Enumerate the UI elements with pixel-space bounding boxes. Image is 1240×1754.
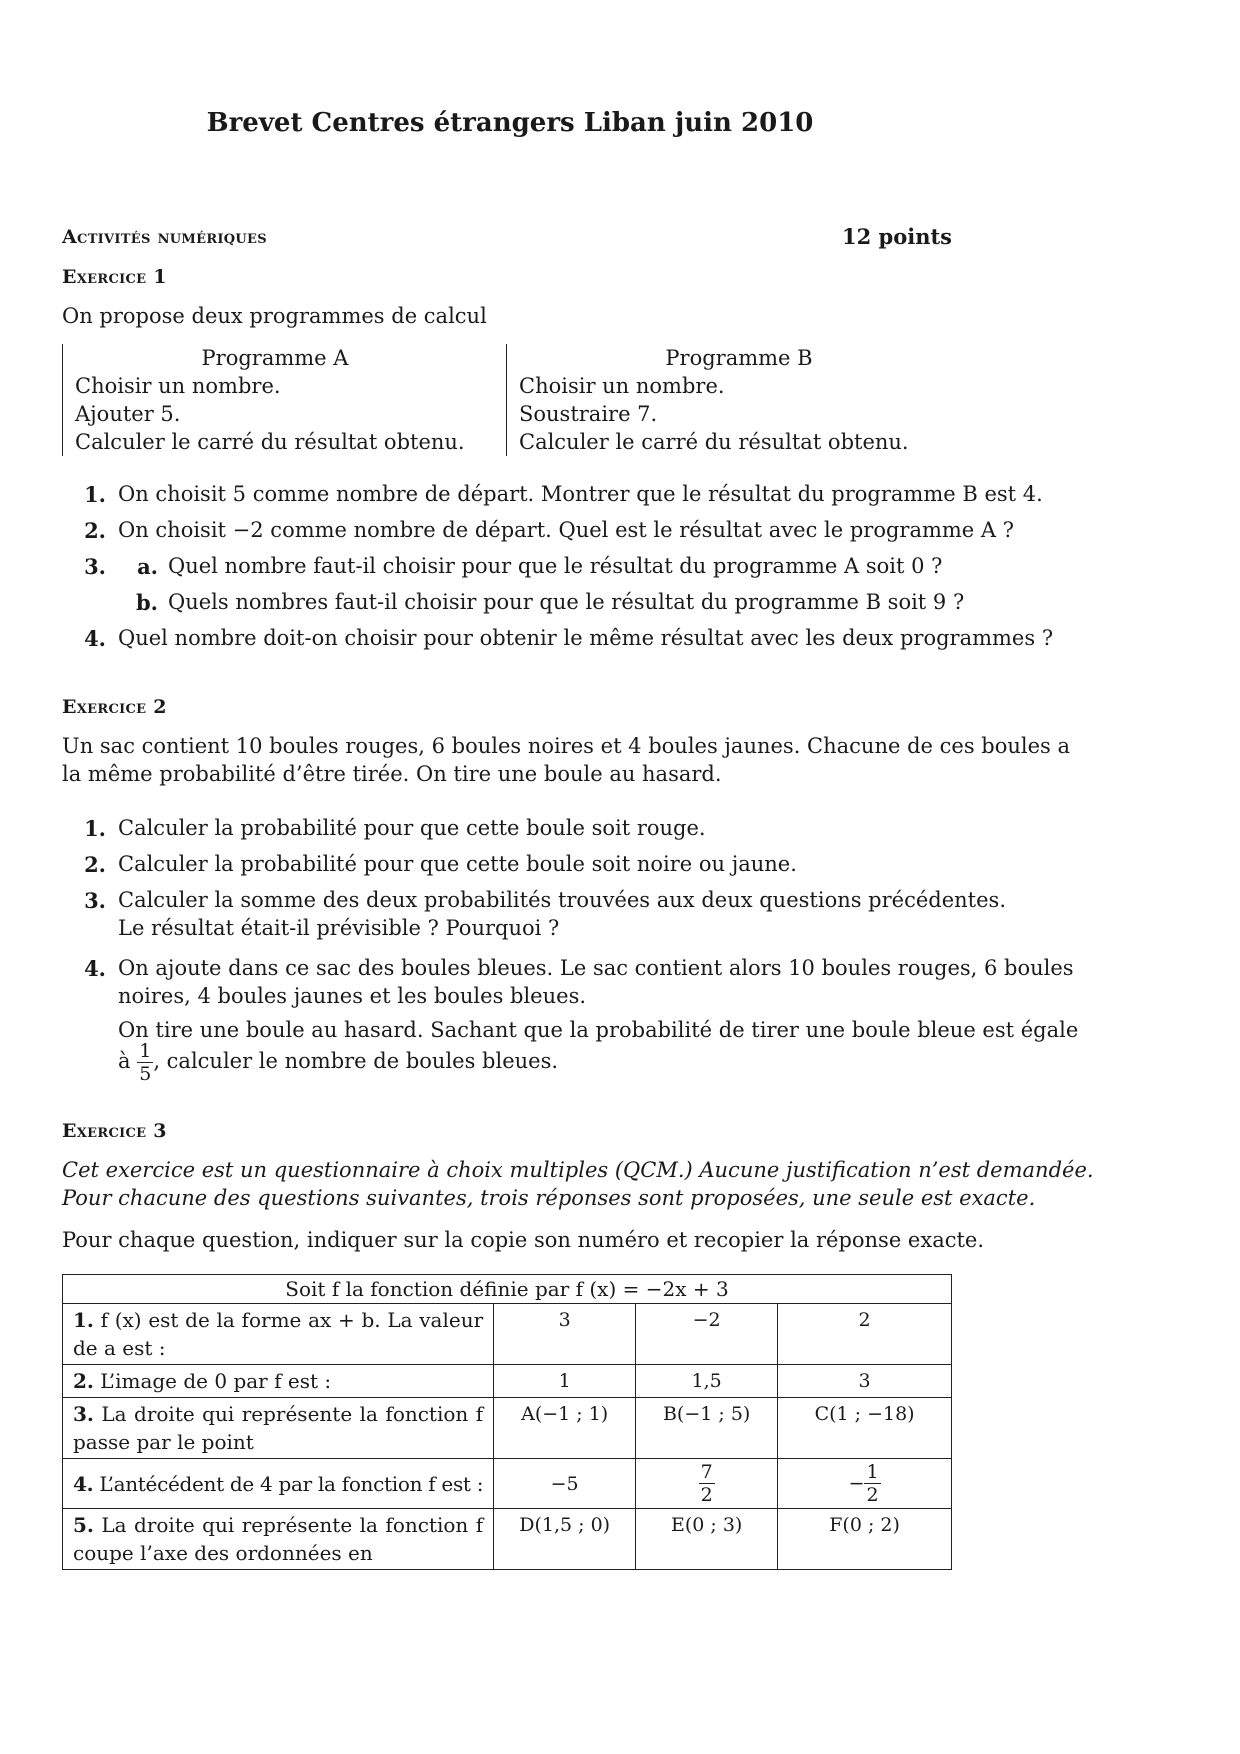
table-row: [63, 1398, 952, 1459]
section-title: Activités numériques: [62, 226, 267, 248]
ex2-q2-text: Calculer la probabilité pour que cette boule soit noire ou jaune.: [118, 852, 797, 876]
ex2-q4-line-2: noires, 4 boules jaunes et les boules bleues.: [118, 984, 587, 1008]
ex1-q3a-number: a.: [137, 554, 158, 579]
answer-cell: 1,5: [636, 1365, 778, 1398]
ex1-q4-number: 4.: [84, 626, 106, 651]
fraction-numerator: 1: [866, 1461, 879, 1483]
table-row: [63, 1304, 952, 1365]
question-text: La droite qui représente la fonction f passe par le point: [73, 1402, 484, 1454]
exercise-3-instruction: Pour chaque question, indiquer sur la copie son numéro et recopier la réponse exacte.: [62, 1228, 985, 1252]
fraction-numerator: 7: [700, 1461, 713, 1483]
fraction-denominator: 2: [700, 1484, 713, 1506]
question-text: La droite qui représente la fonction f coupe l’axe des ordonnées en: [73, 1513, 484, 1565]
ex1-q3b-number: b.: [136, 590, 158, 615]
program-b-title: Programme B: [665, 346, 813, 370]
ex2-q1-number: 1.: [84, 816, 106, 841]
answer-cell: A(−1 ; 1): [494, 1398, 636, 1459]
question-number: 5.: [73, 1513, 94, 1537]
ex1-q1-number: 1.: [84, 482, 106, 507]
qcm-header-cell: Soit f la fonction définie par f (x) = −2x + 3: [63, 1275, 952, 1304]
ex2-q3-number: 3.: [84, 888, 106, 913]
ex2-q1-text: Calculer la probabilité pour que cette boule soit rouge.: [118, 816, 706, 840]
exercise-3-heading: Exercice 3: [62, 1120, 167, 1142]
exercise-3-intro-line-2: Pour chacune des questions suivantes, trois réponses sont proposées, une seule est exacte.: [62, 1186, 1036, 1210]
answer-cell: −5: [494, 1459, 636, 1509]
ex1-q3a-text: Quel nombre faut-il choisir pour que le résultat du programme A soit 0 ?: [168, 554, 943, 578]
question-text: L’antécédent de 4 par la fonction f est :: [99, 1471, 484, 1496]
ex2-q4-line-4: [118, 1040, 558, 1085]
exercise-2-heading: Exercice 2: [62, 696, 167, 718]
program-b: [506, 344, 959, 456]
answer-cell: −2: [636, 1304, 778, 1365]
exercise-1-intro: On propose deux programmes de calcul: [62, 304, 487, 328]
question-cell: [63, 1398, 494, 1459]
page-title: Brevet Centres étrangers Liban juin 2010: [206, 108, 814, 138]
program-b-line-3: Calculer le carré du résultat obtenu.: [519, 430, 909, 454]
table-row: [63, 1509, 952, 1570]
ex2-q4-prefix: à: [118, 1049, 131, 1073]
program-a-line-2: Ajouter 5.: [75, 402, 181, 426]
answer-cell: 2: [778, 1304, 952, 1365]
fraction-denominator: 2: [866, 1484, 879, 1506]
program-a-line-3: Calculer le carré du résultat obtenu.: [75, 430, 465, 454]
ex2-q4-number: 4.: [84, 956, 106, 981]
exercise-2-intro-line-2: la même probabilité d’être tirée. On tire une boule au hasard.: [62, 762, 722, 786]
ex1-q2-text: On choisit −2 comme nombre de départ. Quel est le résultat avec le programme A ?: [118, 518, 1014, 542]
answer-cell: B(−1 ; 5): [636, 1398, 778, 1459]
qcm-header-row: [63, 1275, 952, 1304]
fraction-one-half: [864, 1461, 880, 1506]
question-number: 3.: [73, 1402, 94, 1426]
qcm-table: [62, 1274, 952, 1570]
question-number: 4.: [73, 1471, 94, 1496]
ex1-q1-text: On choisit 5 comme nombre de départ. Montrer que le résultat du programme B est 4.: [118, 482, 1043, 506]
answer-cell: E(0 ; 3): [636, 1509, 778, 1570]
question-cell: [63, 1509, 494, 1570]
ex1-q2-number: 2.: [84, 518, 106, 543]
ex1-q3-number: 3.: [84, 554, 106, 579]
ex2-q2-number: 2.: [84, 852, 106, 877]
fraction-denominator: 5: [139, 1063, 152, 1085]
minus-sign: −: [848, 1472, 865, 1495]
answer-cell: F(0 ; 2): [778, 1509, 952, 1570]
answer-cell: C(1 ; −18): [778, 1398, 952, 1459]
exercise-2-intro-line-1: Un sac contient 10 boules rouges, 6 boules noires et 4 boules jaunes. Chacune de ces boules a: [62, 734, 1070, 758]
ex2-q3-line-1: Calculer la somme des deux probabilités trouvées aux deux questions précédentes.: [118, 888, 1006, 912]
fraction-numerator: 1: [139, 1040, 152, 1062]
answer-cell: 3: [494, 1304, 636, 1365]
exercise-1-heading: Exercice 1: [62, 266, 167, 288]
question-cell: [63, 1304, 494, 1365]
section-points: 12 points: [842, 224, 952, 249]
program-a-line-1: Choisir un nombre.: [75, 374, 281, 398]
ex2-q3-line-2: Le résultat était-il prévisible ? Pourquoi ?: [118, 916, 560, 940]
ex1-q3b-text: Quels nombres faut-il choisir pour que le résultat du programme B soit 9 ?: [168, 590, 965, 614]
answer-cell: D(1,5 ; 0): [494, 1509, 636, 1570]
fraction-seven-halves: [699, 1461, 715, 1506]
ex2-q4-suffix: , calculer le nombre de boules bleues.: [153, 1049, 559, 1073]
answer-cell: [778, 1459, 952, 1509]
program-b-line-2: Soustraire 7.: [519, 402, 658, 426]
ex2-q4-line-1: On ajoute dans ce sac des boules bleues. Le sac contient alors 10 boules rouges, 6 boules: [118, 956, 1074, 980]
question-text: f (x) est de la forme ax + b. La valeur de a est :: [73, 1308, 484, 1360]
program-a: [62, 344, 475, 456]
exercise-3-intro-line-1: Cet exercice est un questionnaire à choix multiples (QCM.) Aucune justification n’est demandée.: [62, 1158, 1094, 1182]
question-number: 2.: [73, 1369, 94, 1393]
question-cell: [63, 1459, 494, 1509]
table-row: [63, 1459, 952, 1509]
ex2-q4-line-3: On tire une boule au hasard. Sachant que la probabilité de tirer une boule bleue est égale: [118, 1018, 1079, 1042]
answer-cell: [636, 1459, 778, 1509]
program-a-title: Programme A: [201, 346, 349, 370]
answer-cell: 1: [494, 1365, 636, 1398]
fraction-one-fifth: [137, 1040, 153, 1085]
question-cell: [63, 1365, 494, 1398]
answer-cell: 3: [778, 1365, 952, 1398]
program-b-line-1: Choisir un nombre.: [519, 374, 725, 398]
table-row: [63, 1365, 952, 1398]
question-number: 1.: [73, 1308, 94, 1332]
ex1-q4-text: Quel nombre doit-on choisir pour obtenir le même résultat avec les deux programmes ?: [118, 626, 1054, 650]
question-text: L’image de 0 par f est :: [100, 1369, 332, 1393]
